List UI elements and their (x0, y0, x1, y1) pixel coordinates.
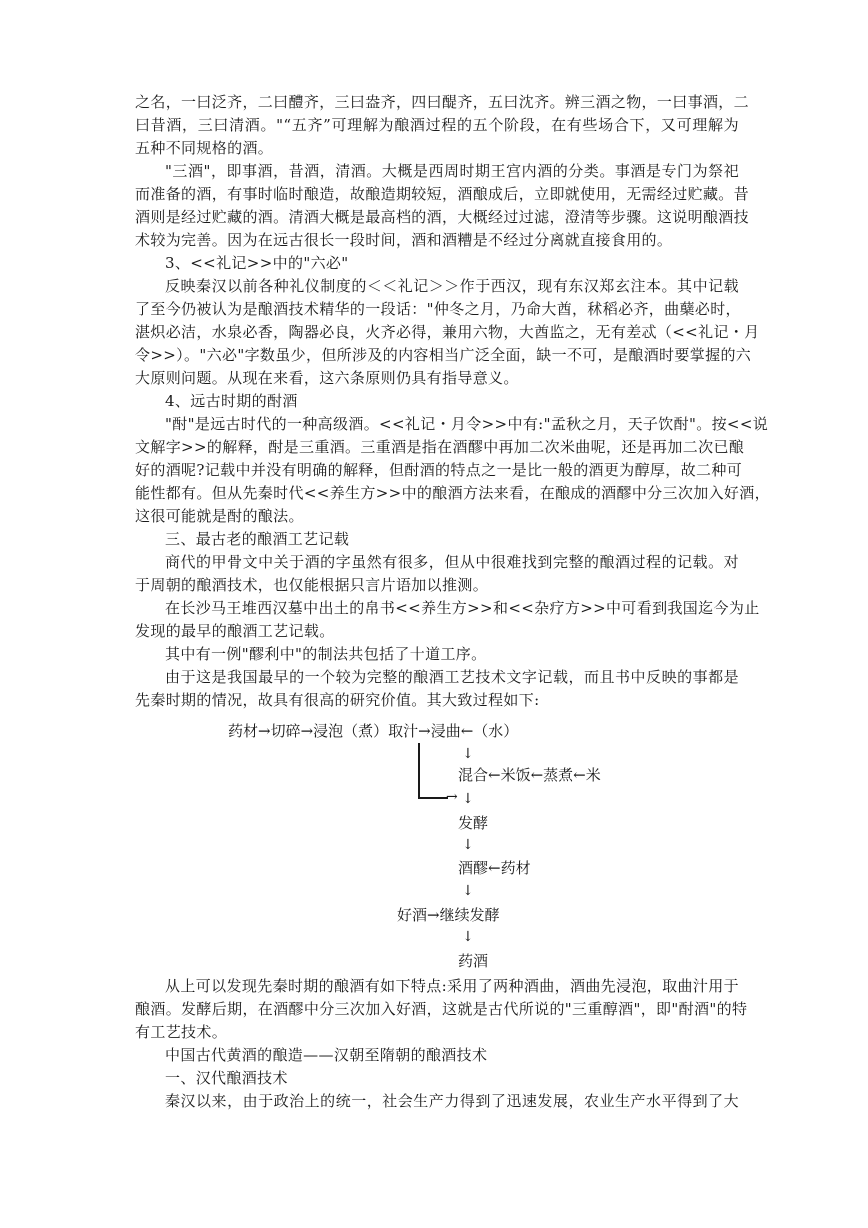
text-line: 了至今仍被认为是酿酒技术精华的一段话："仲冬之月，乃命大酋，秫稻必齐，曲蘖必时， (135, 300, 741, 318)
arrow-right-icon: → (446, 789, 458, 805)
text-line: 好的酒呢?记载中并没有明确的解释，但酎酒的特点之一是比一般的酒更为醇厚，故二种可 (135, 461, 743, 479)
flow-step-result: 药酒 (458, 952, 489, 970)
text-line: "酎"是远古时代的一种高级酒。<<礼记・月令>>中有:"孟秋之月，天子饮酎"。按<<说 (165, 415, 769, 433)
text-line: 湛炽必洁，水泉必香，陶器必良，火齐必得，兼用六物，大酋监之，无有差忒（<<礼记・月 (135, 323, 760, 341)
text-line: 之名，一曰泛齐，二曰醴齐，三曰盎齐，四曰醍齐，五曰沈齐。辨三酒之物，一曰事酒，二 (135, 93, 750, 111)
text-line: 反映秦汉以前各种礼仪制度的＜＜礼记＞＞作于西汉，现有东汉郑玄注本。其中记载 (165, 277, 739, 295)
text-line: 其中有一例"醪利中"的制法共包括了十道工序。 (165, 645, 487, 663)
section-heading: 3、<<礼记>>中的"六必" (165, 254, 349, 272)
text-line: 有工艺技术。 (135, 1023, 228, 1041)
text-line: 五种不同规格的酒。 (135, 139, 274, 157)
section-heading: 三、最古老的酿酒工艺记载 (165, 530, 350, 548)
text-line: 这很可能就是酎的酿法。 (135, 507, 304, 525)
section-heading: 4、远古时期的酎酒 (165, 392, 298, 410)
text-line: 术较为完善。因为在远古很长一段时间，酒和酒糟是不经过分离就直接食用的。 (135, 231, 673, 249)
flow-step-good-wine: 好酒→继续发酵 (397, 906, 500, 924)
text-line: 而准备的酒，有事时临时酿造，故酿造期较短，酒酿成后，立即就使用，无需经过贮藏。昔 (135, 185, 750, 203)
text-line: 在长沙马王堆西汉墓中出土的帛书<<养生方>>和<<杂疗方>>中可看到我国迄今为止 (165, 599, 760, 617)
flow-step-mash: 酒醪←药材 (458, 859, 531, 877)
text-line: "三酒"，即事酒，昔酒，清酒。大概是西周时期王宫内酒的分类。事酒是专门为祭祀 (165, 162, 739, 180)
text-line: 曰昔酒，三曰清酒。"“五齐”可理解为酿酒过程的五个阶段，在有些场合下，又可理解为 (135, 116, 739, 134)
text-line: 秦汉以来，由于政治上的统一，社会生产力得到了迅速发展，农业生产水平得到了大 (165, 1092, 739, 1110)
flow-step-ferment: 发酵 (458, 814, 489, 832)
text-line: 能性都有。但从先秦时代<<养生方>>中的酿酒方法来看，在酿成的酒醪中分三次加入好酒， (135, 484, 770, 502)
text-line: 由于这是我国最早的一个较为完整的酿酒工艺技术文字记载，而且书中反映的事都是 (165, 668, 739, 686)
flow-row-main: 药材→切碎→浸泡（煮）取汁→浸曲←（水） (228, 722, 519, 740)
text-line: 先秦时期的情况，故具有很高的研究价值。其大致过程如下: (135, 691, 540, 709)
arrow-down-icon: ↓ (462, 929, 474, 945)
flow-connector-vertical (418, 743, 420, 797)
arrow-down-icon: ↓ (462, 746, 474, 762)
flow-row-mix: 混合←米饭←蒸煮←米 (458, 766, 601, 784)
text-line: 酒则是经过贮藏的酒。清酒大概是最高档的酒，大概经过过滤，澄清等步骤。这说明酿酒技 (135, 208, 750, 226)
text-line: 大原则问题。从现在来看，这六条原则仍具有指导意义。 (135, 369, 519, 387)
arrow-down-icon: ↓ (462, 837, 474, 853)
flow-connector-horizontal (418, 797, 448, 799)
arrow-down-icon: ↓ (462, 883, 474, 899)
text-line: 于周朝的酿酒技术，也仅能根据只言片语加以推测。 (135, 576, 489, 594)
arrow-down-icon: ↓ (462, 791, 474, 807)
text-line: 酿酒。发酵后期，在酒醪中分三次加入好酒，这就是古代所说的"三重醇酒"，即"酎酒"的特 (135, 1000, 748, 1018)
text-line: 商代的甲骨文中关于酒的字虽然有很多，但从中很难找到完整的酿酒过程的记载。对 (165, 553, 739, 571)
section-heading: 一、汉代酿酒技术 (165, 1069, 288, 1087)
text-line: 文解字>>的解释，酎是三重酒。三重酒是指在酒醪中再加二次米曲呢，还是再加二次已酿 (135, 438, 745, 456)
text-line: 从上可以发现先秦时期的酿酒有如下特点:采用了两种酒曲，酒曲先浸泡，取曲汁用于 (165, 977, 739, 995)
text-line: 令>>）。"六必"字数虽少，但所涉及的内容相当广泛全面，缺一不可，是酿酒时要掌握的六 (135, 346, 752, 364)
text-line: 发现的最早的酿酒工艺记载。 (135, 622, 335, 640)
chapter-heading: 中国古代黄酒的酿造——汉朝至隋朝的酿酒技术 (165, 1046, 488, 1064)
